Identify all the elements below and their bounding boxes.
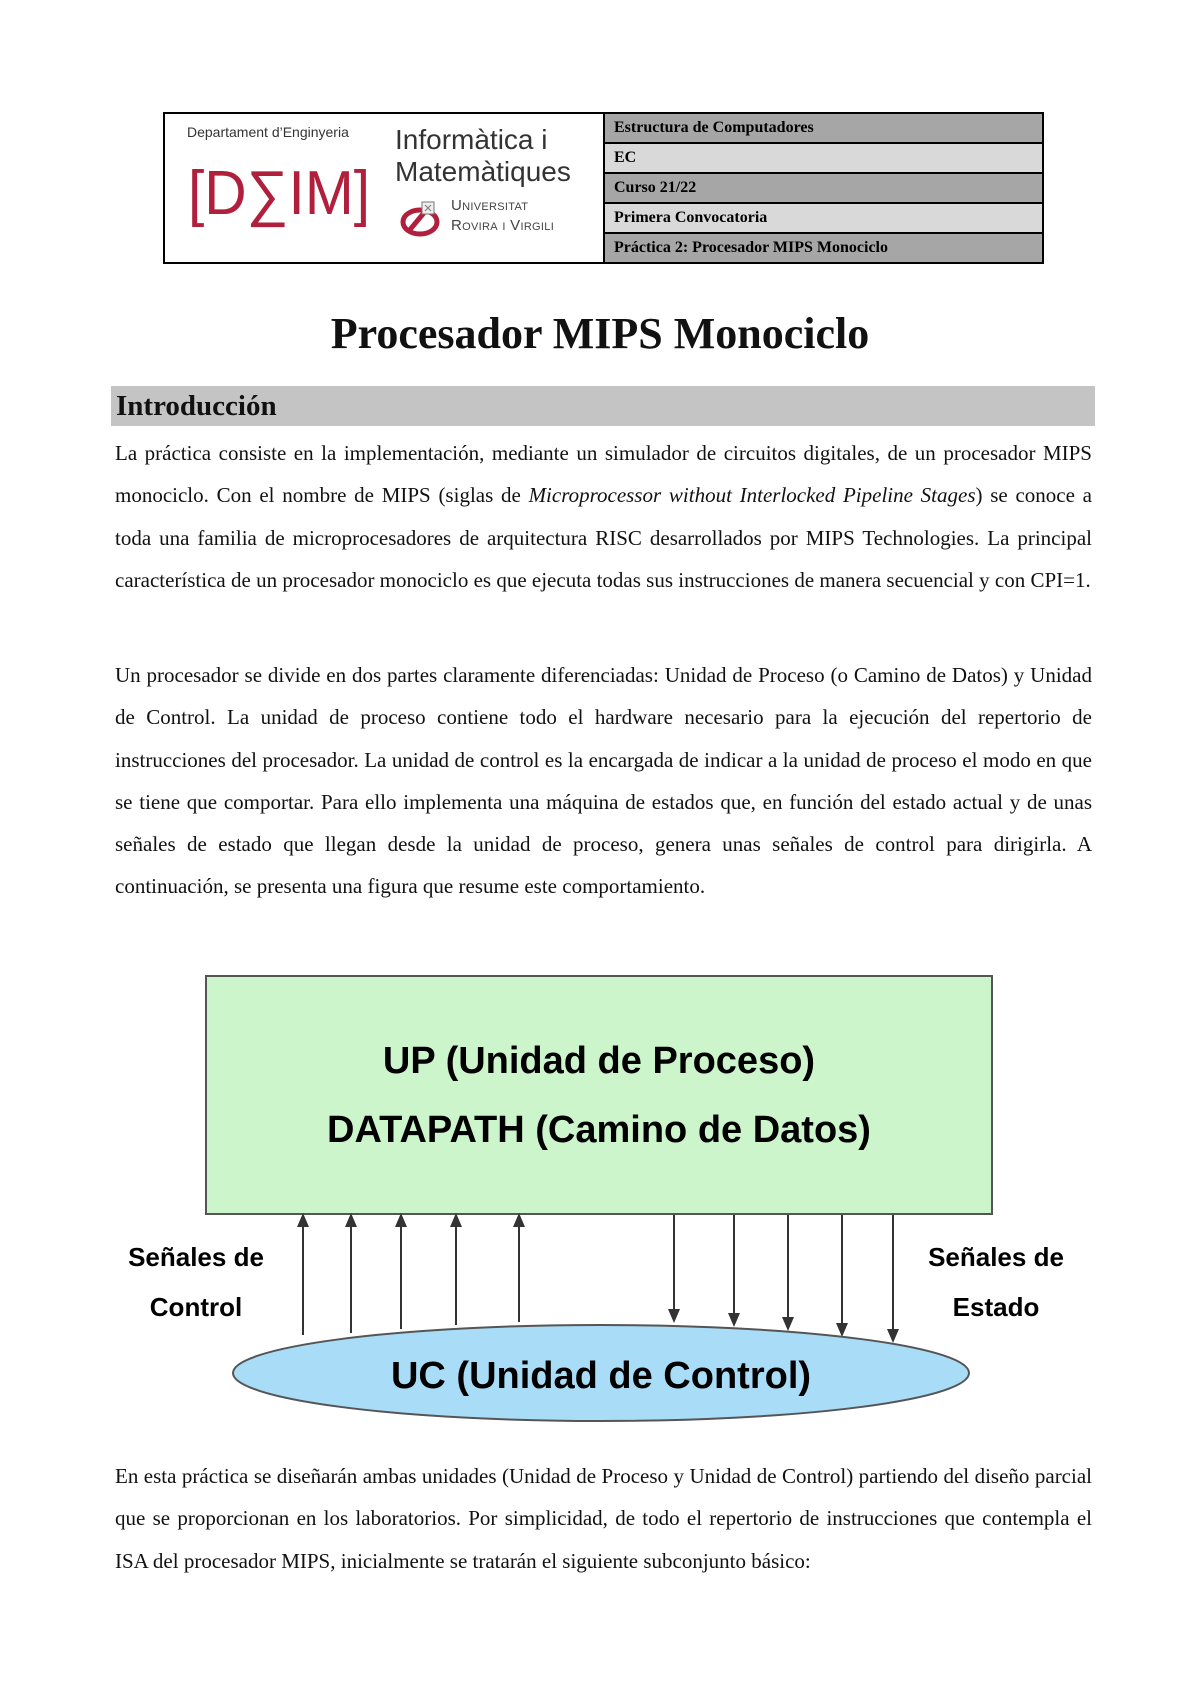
course-info-table	[603, 114, 1042, 262]
course-code: EC	[605, 144, 1042, 174]
institution-logos	[165, 114, 603, 262]
control-signals-label-line1: Señales de	[128, 1242, 264, 1272]
status-signals-label-line2: Estado	[952, 1292, 1040, 1322]
course-year: Curso 21/22	[605, 174, 1042, 204]
mips-acronym-expansion: Microprocessor without Interlocked Pipeline Stages	[528, 483, 976, 508]
university-name-line1: Universitat	[451, 197, 529, 214]
section-heading-introduccion: Introducción	[111, 386, 1095, 426]
document-header	[163, 112, 1044, 264]
urv-emblem-icon	[398, 198, 444, 238]
status-signals-label-line1: Señales de	[928, 1242, 1064, 1272]
faculty-name-line2: Matemàtiques	[395, 156, 571, 187]
university-name-line2: Rovira i Virgili	[451, 217, 555, 234]
intro-paragraph-1-text-a: La práctica consiste en la implementación, mediante un simulador de circuitos digitales, de un procesador MIPS monociclo. Con el nombre de MIPS (siglas de	[115, 441, 1092, 508]
processing-unit-box	[206, 976, 992, 1214]
exam-call: Primera Convocatoria	[605, 204, 1042, 234]
intro-paragraph-2: Un procesador se divide en dos partes claramente diferenciadas: Unidad de Proceso (o Camino de Datos) y Unidad de Control. La unidad de proceso contiene todo el hardware necesario para la ejecución del repertorio de instrucciones del procesador. La unidad de control es la encargada de indicar a la unidad de proceso el modo en que se tiene que comportar. Para ello implementa una máquina de estados que, en función del estado actual y de unas señales de estado que llegan desde la unidad de proceso, genera unas señales de control para dirigirla. A continuación, se presenta una figura que resume este comportamiento.	[115, 663, 1092, 899]
intro-paragraph-3: En esta práctica se diseñarán ambas unidades (Unidad de Proceso y Unidad de Control) partiendo del diseño parcial que se proporcionan en los laboratorios. Por simplicidad, de todo el repertorio de instrucciones que contempla el ISA del procesador MIPS, inicialmente se tratarán el siguiente subconjunto básico:	[115, 1464, 1092, 1573]
control-signals-label-line2: Control	[149, 1292, 243, 1322]
course-subject: Estructura de Computadores	[605, 114, 1042, 144]
deim-logo	[185, 148, 373, 234]
document-title: Procesador MIPS Monociclo	[330, 309, 870, 358]
intro-paragraph-1	[115, 432, 1092, 601]
processing-unit-label-line2: DATAPATH (Camino de Datos)	[327, 1109, 871, 1151]
deim-logo-text: [D∑IM]	[188, 159, 370, 228]
processing-unit-label-line1: UP (Unidad de Proceso)	[382, 1040, 816, 1082]
intro-paragraph-1-text-b: ) se conoce a toda una familia de microprocesadores de arquitectura RISC desarrollados por MIPS Technologies. La principal característica de un procesador monociclo es que ejecuta todas sus instrucciones de manera secuencial y con CPI=1.	[115, 483, 1092, 592]
department-name: Departament d’Enginyeria	[187, 124, 349, 140]
control-unit-label: UC (Unidad de Control)	[390, 1355, 812, 1397]
faculty-name-line1: Informàtica i	[395, 124, 548, 155]
processor-diagram	[116, 975, 1092, 1423]
practice-title: Práctica 2: Procesador MIPS Monociclo	[605, 234, 1042, 262]
